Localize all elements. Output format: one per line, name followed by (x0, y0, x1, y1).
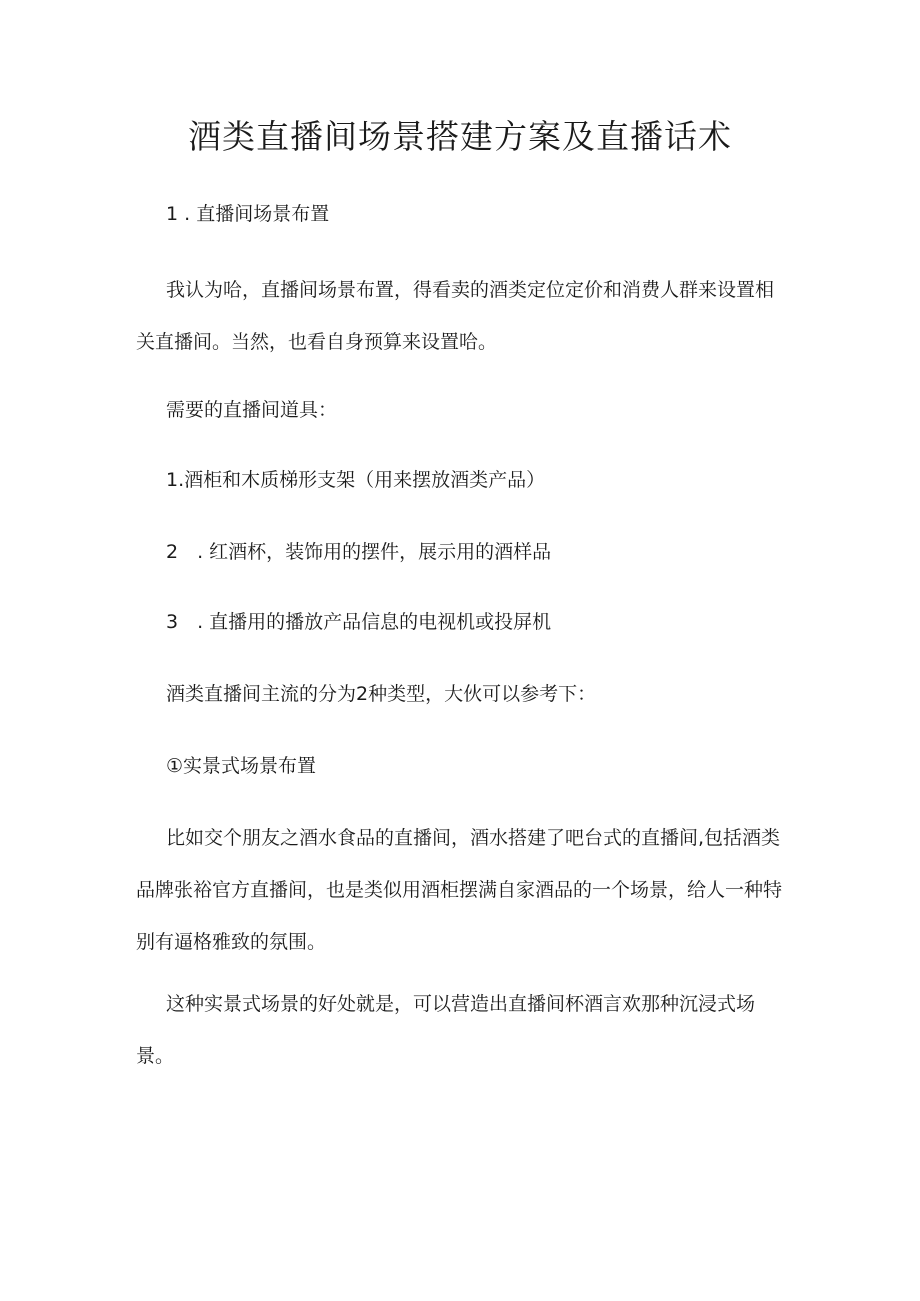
section-heading-scene-layout: 1 . 直播间场景布置 (166, 203, 330, 225)
document-title: 酒类直播间场景搭建方案及直播话术 (188, 117, 732, 156)
paragraph-intro: 我认为哈，直播间场景布置，得看卖的酒类定位定价和消费人群来设置相关直播间。当然，也看自身预算来设置哈。 (136, 279, 775, 353)
paragraph-benefit: 这种实景式场景的好处就是，可以营造出直播间杯酒言欢那种沉浸式场景。 (136, 993, 756, 1067)
list-item-2: 2 . 红酒杯，装饰用的摆件，展示用的酒样品 (166, 541, 552, 563)
paragraph-props-heading: 需要的直播间道具： (166, 399, 338, 421)
list-item-1: 1.酒柜和木质梯形支架（用来摆放酒类产品） (166, 469, 546, 491)
subheading-real-scene: ①实景式场景布置 (166, 755, 317, 777)
paragraph-types: 酒类直播间主流的分为2种类型，大伙可以参考下： (166, 683, 597, 705)
paragraph-example: 比如交个朋友之酒水食品的直播间，酒水搭建了吧台式的直播间,包括酒类品牌张裕官方直播间，也是类似用酒柜摆满自家酒品的一个场景，给人一种特别有逼格雅致的氛围。 (136, 827, 783, 953)
list-item-3: 3 . 直播用的播放产品信息的电视机或投屏机 (166, 611, 552, 633)
